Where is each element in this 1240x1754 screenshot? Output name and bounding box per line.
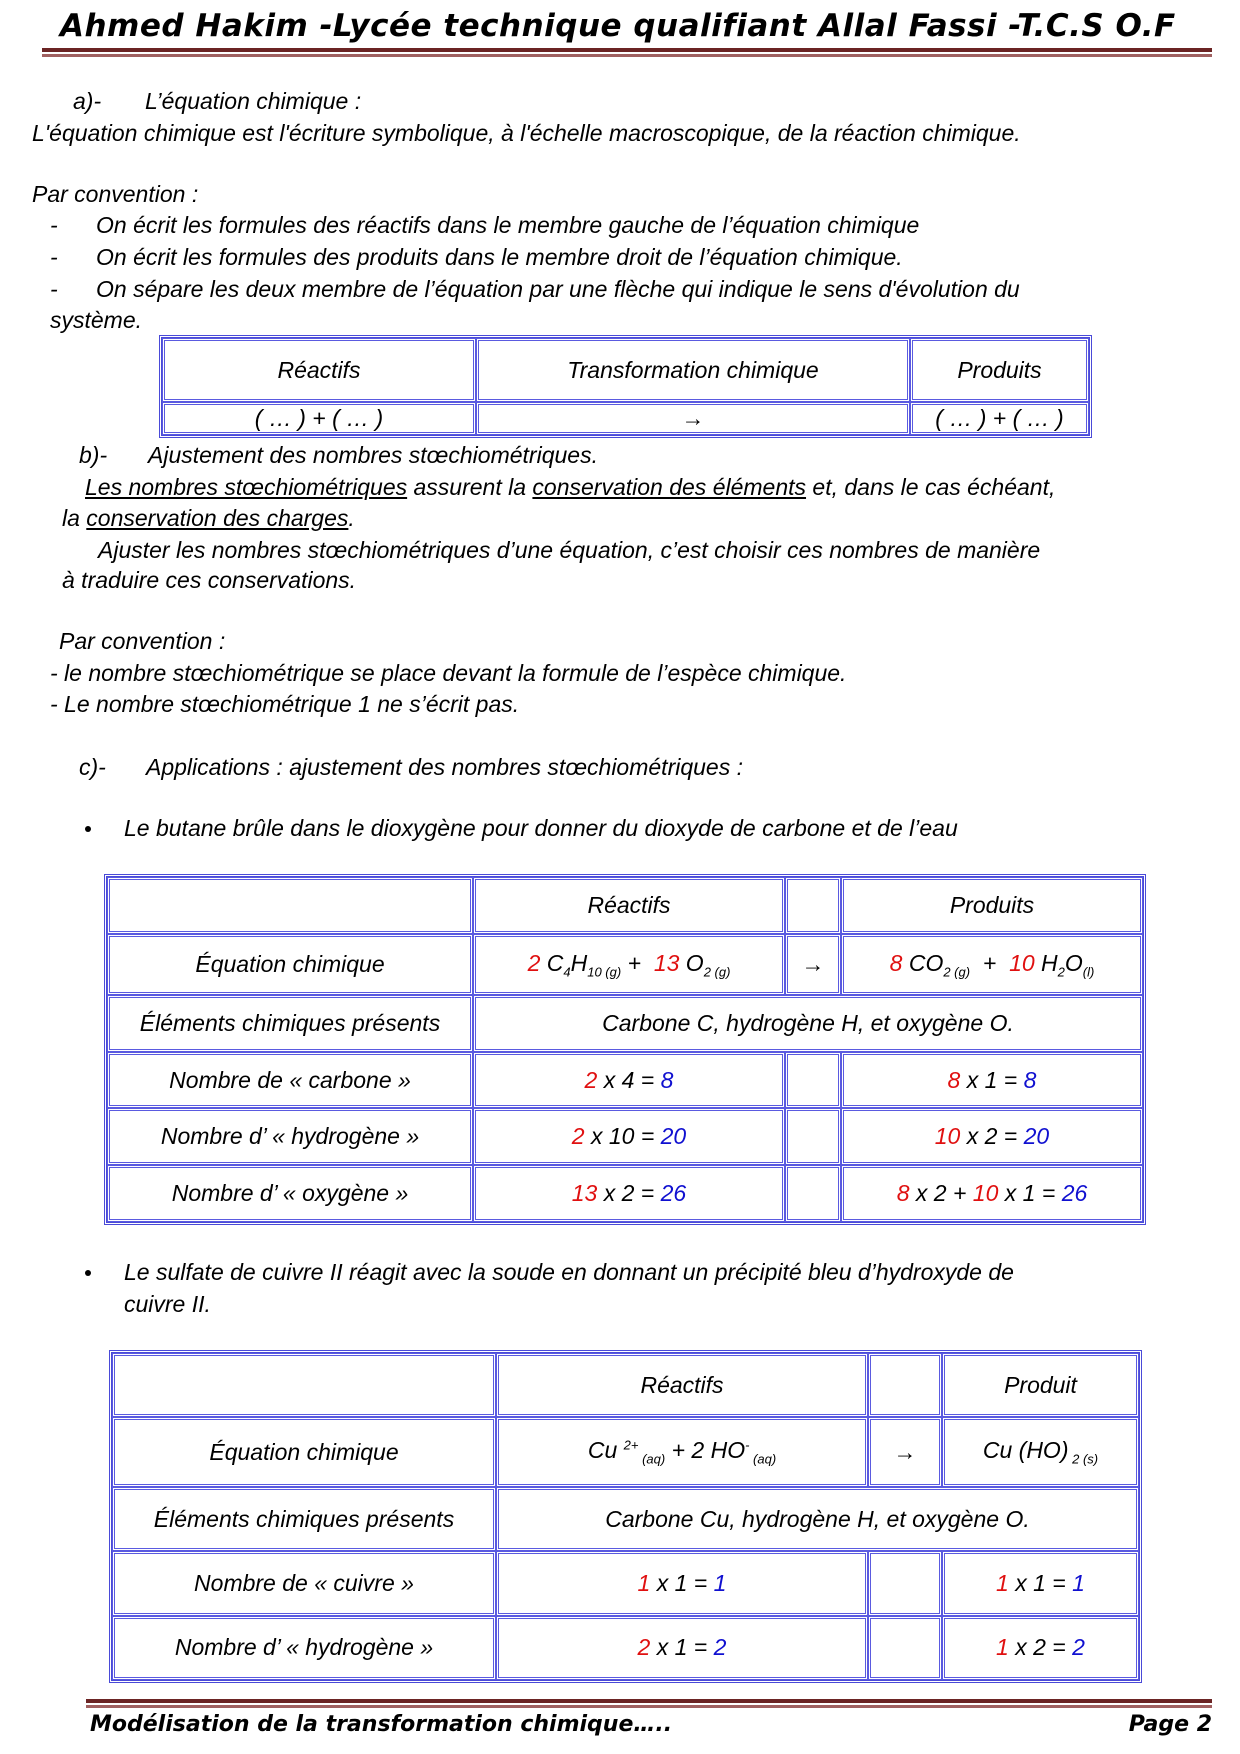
formula-part: Cu [587,1437,624,1464]
definition: L'équation chimique est l'écriture symbolique, à l'échelle macroscopique, de la réaction chimique. [32,120,1021,146]
formula-part: x 1 = [650,1569,714,1596]
formula-part: x 4 = [597,1066,661,1093]
formula-part: CO [908,949,944,976]
example-1-text: Le butane brûle dans le dioxygène pour donner du dioxyde de carbone et de l’eau [124,815,958,841]
generic-equation-table [159,335,1092,438]
formula-part: 20 [1023,1123,1050,1150]
reactants-equation [473,934,785,995]
formula-part: 1 [1072,1569,1085,1596]
count-products [841,1052,1143,1109]
formula-part: (aq) [749,1451,777,1467]
count-products [841,1108,1143,1165]
formula-part: C [546,949,564,976]
convention-rule: - le nombre stœchiométrique se place devant la formule de l’espèce chimique. [50,660,847,686]
formula-part: O [685,949,704,976]
formula-part: x 1 = [998,1180,1062,1207]
section-c-label: c)- [79,754,106,780]
text: la [62,505,87,531]
row-label: Nombre d’ « hydrogène » [112,1616,496,1680]
count-reactants [496,1616,868,1680]
formula-part: H [1041,949,1058,976]
header-reactifs: Réactifs [496,1353,868,1417]
formula-part: x 1 = [1008,1569,1073,1596]
formula-part: 8 [889,949,903,976]
formula-part: 26 [1061,1180,1088,1207]
count-products [942,1616,1139,1680]
row-label: Équation chimique [107,934,473,995]
header-produit: Produit [942,1353,1139,1417]
formula-part: 2 [527,949,541,976]
empty-header [112,1353,496,1417]
formula-part: x 2 = [1008,1634,1073,1661]
empty-cell [785,1108,841,1165]
section-b-title: Ajustement des nombres stœchiométriques. [148,442,598,468]
products-equation [942,1417,1139,1486]
products-cell: ( … ) + ( … ) [910,402,1089,435]
formula-part: 8 [896,1180,910,1207]
section-c-title: Applications : ajustement des nombres stœchiométriques : [146,754,743,780]
formula-part: 20 [660,1123,687,1150]
arrow-cell: → [476,402,910,435]
formula-part: x 1 = [650,1634,714,1661]
header-reactifs: Réactifs [162,338,476,402]
text: assurent la [407,474,533,500]
header-transformation: Transformation chimique [476,338,910,402]
formula-part: 2+ [623,1437,639,1453]
formula-part: 2 [584,1066,598,1093]
convention-bullet: On écrit les formules des produits dans le membre droit de l’équation chimique. [96,244,903,270]
formula-part: (aq) [638,1451,666,1467]
convention-title: Par convention : [59,628,226,654]
section-a-label: a)- [73,88,102,114]
formula-part: 26 [660,1180,687,1207]
header-title: Ahmed Hakim -Lycée technique qualifiant Allal Fassi -T.C.S O.F [60,8,1176,44]
header-rule [42,48,1212,54]
formula-part: (l) [1082,964,1095,980]
reactants-cell: ( … ) + ( … ) [162,402,476,435]
paragraph-line: à traduire ces conservations. [62,567,357,593]
convention-title: Par convention : [32,181,199,207]
formula-part: 10 [972,1180,999,1207]
page-number: Page 2 [1128,1712,1212,1737]
formula-part: 8 [947,1066,961,1093]
count-reactants [473,1165,785,1222]
row-label: Nombre de « carbone » [107,1052,473,1109]
dash: - [50,244,58,270]
formula-part: x 2 = [597,1180,661,1207]
formula-part: 2 [637,1634,651,1661]
dash: - [50,276,58,302]
formula-part: 13 [571,1180,598,1207]
paragraph-line: Ajuster les nombres stœchiométriques d’une équation, c’est choisir ces nombres de manière [98,537,1041,563]
formula-part: - [745,1437,750,1453]
elements-cell: Carbone C, hydrogène H, et oxygène O. [473,995,1143,1052]
butane-table [104,874,1146,1225]
footer-title: Modélisation de la transformation chimique….. [90,1712,673,1737]
section-b-label: b)- [79,442,108,468]
underlined-term: conservation des éléments [532,474,807,500]
footer-rule [86,1699,1212,1705]
formula-part: x 1 = [960,1066,1024,1093]
formula-part: 1 [713,1569,727,1596]
formula-part: 2 [713,1634,727,1661]
copper-sulfate-table [109,1350,1142,1683]
bullet-icon [85,1270,91,1276]
formula-part: 2 (g) [703,964,731,980]
paragraph-line [85,473,1055,501]
paragraph-line [62,504,355,532]
row-label: Équation chimique [112,1417,496,1486]
row-label: Éléments chimiques présents [112,1487,496,1551]
formula-part: + 2 HO [665,1437,746,1464]
bullet-icon [85,826,91,832]
convention-rule: - Le nombre stœchiométrique 1 ne s’écrit pas. [50,691,520,717]
formula-part: + [627,949,642,976]
text: . [348,505,355,531]
formula-part: 13 [653,949,680,976]
example-2-text: Le sulfate de cuivre II réagit avec la soude en donnant un précipité bleu d’hydroxyde de [124,1259,1014,1285]
empty-cell [868,1551,942,1615]
reactants-equation [496,1417,868,1486]
formula-part: 8 [660,1066,674,1093]
formula-part: 10 [934,1123,961,1150]
formula-part: 2 [571,1123,585,1150]
count-reactants [473,1052,785,1109]
text: et, dans le cas échéant, [806,474,1056,500]
convention-bullet-continuation: système. [50,307,143,333]
empty-header [107,877,473,934]
formula-part: 8 [1023,1066,1037,1093]
dash: - [50,212,58,238]
example-2-text: cuivre II. [124,1291,211,1317]
formula-part: x 10 = [584,1123,661,1150]
formula-part: 4 [563,964,571,980]
convention-bullet: On sépare les deux membre de l’équation par une flèche qui indique le sens d'évolution du [96,276,1020,302]
formula-part: 1 [637,1569,651,1596]
formula-part: x 2 = [960,1123,1024,1150]
elements-cell: Carbone Cu, hydrogène H, et oxygène O. [496,1487,1139,1551]
products-equation [841,934,1143,995]
row-label: Nombre de « cuivre » [112,1551,496,1615]
section-a-title: L’équation chimique : [145,88,362,114]
count-products [841,1165,1143,1222]
empty-cell [785,1052,841,1109]
formula-part: H [570,949,588,976]
formula-part: 10 [1009,949,1035,976]
row-label: Éléments chimiques présents [107,995,473,1052]
underlined-term: Les nombres stœchiométriques [85,474,408,500]
count-reactants [473,1108,785,1165]
arrow-cell: → [785,934,841,995]
formula-part: x 2 + [909,1180,973,1207]
formula-part: + [982,949,997,976]
formula-part: 2 (s) [1068,1451,1099,1467]
empty-cell [868,1616,942,1680]
underlined-term: conservation des charges [86,505,349,531]
row-label: Nombre d’ « hydrogène » [107,1108,473,1165]
header-reactifs: Réactifs [473,877,785,934]
formula-part: 2 [1057,964,1065,980]
header-produits: Produits [910,338,1089,402]
empty-header [868,1353,942,1417]
count-reactants [496,1551,868,1615]
empty-header [785,877,841,934]
formula-part: 10 (g) [587,964,622,980]
arrow-cell: → [868,1417,942,1486]
formula-part: 2 (g) [943,964,971,980]
formula-part: 2 [1072,1634,1085,1661]
formula-part: 1 [996,1569,1009,1596]
header-produits: Produits [841,877,1143,934]
formula-part: 1 [996,1634,1009,1661]
formula-part: O [1064,949,1083,976]
convention-bullet: On écrit les formules des réactifs dans le membre gauche de l’équation chimique [96,212,920,238]
empty-cell [785,1165,841,1222]
row-label: Nombre d’ « oxygène » [107,1165,473,1222]
count-products [942,1551,1139,1615]
formula-part: Cu (HO) [982,1437,1069,1464]
